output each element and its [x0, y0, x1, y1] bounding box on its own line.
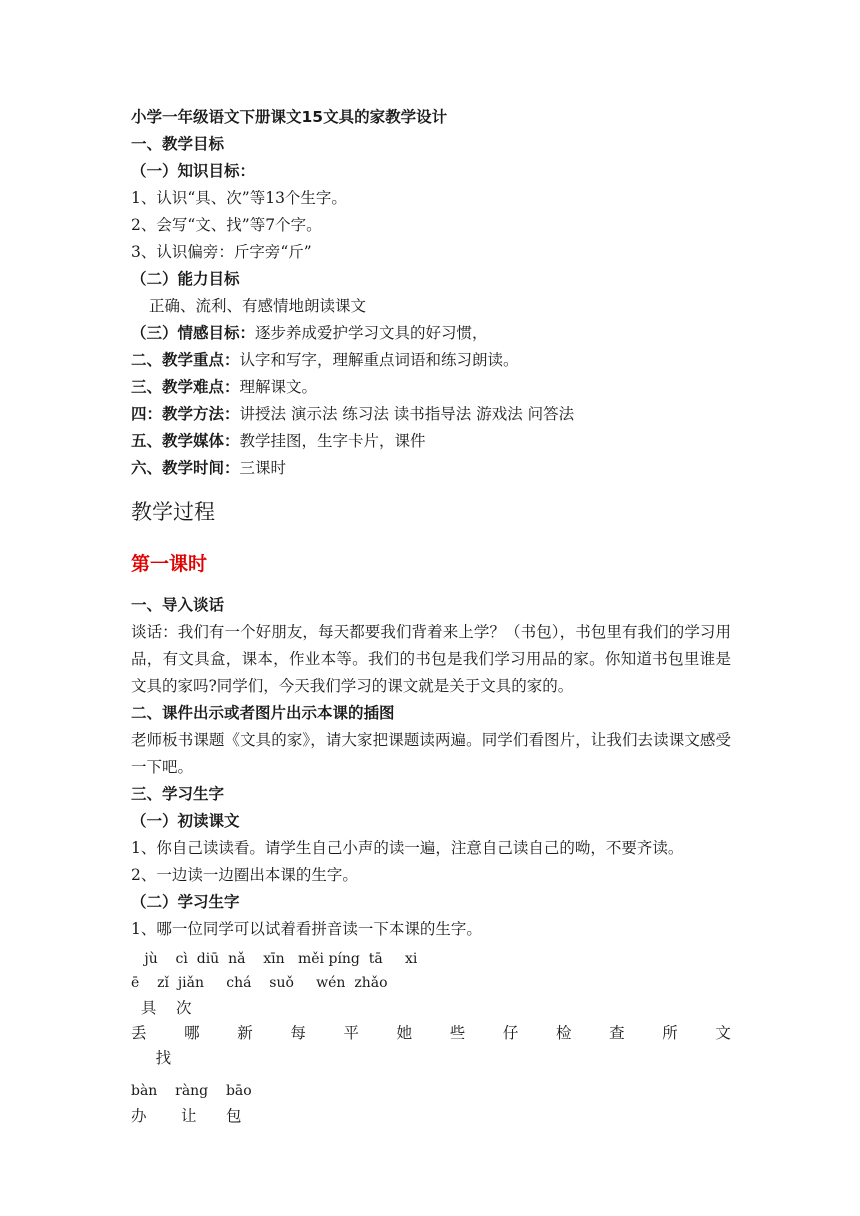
emotion-text: 逐步养成爱护学习文具的好习惯， — [255, 324, 488, 342]
part3-heading: 三、学习生字 — [131, 785, 225, 803]
char: 文 — [715, 1024, 731, 1042]
pinyin-line: jù cì diū nǎ xīn měi píng tā xi — [131, 951, 418, 967]
part2-heading: 二、课件出示或者图片出示本课的插图 — [131, 704, 395, 722]
char: 新 — [237, 1024, 253, 1042]
ability-heading: （二）能力目标 — [131, 270, 240, 288]
key-points-label: 二、教学重点： — [131, 351, 240, 369]
chars-line: 找 — [131, 1049, 172, 1067]
char: 丢 — [131, 1024, 147, 1042]
media-text: 教学挂图，生字卡片，课件 — [239, 432, 426, 450]
media-row — [131, 428, 731, 455]
difficulties-label: 三、教学难点： — [131, 378, 240, 396]
methods-label: 四：教学方法： — [131, 405, 240, 423]
lesson1-heading: 第一课时 — [131, 553, 208, 575]
char: 平 — [343, 1024, 360, 1042]
sub1-item: 2、一边读一边圈出本课的生字。 — [131, 866, 358, 884]
chars-line: 具 次 — [131, 999, 192, 1017]
part2-text: 老师板书课题《文具的家》，请大家把课题读两遍。同学们看图片，让我们去读课文感受一下吧。 — [131, 731, 731, 776]
emotion-heading: （三）情感目标： — [131, 324, 256, 342]
char: 些 — [449, 1024, 466, 1042]
char: 仔 — [502, 1024, 519, 1042]
objectives-heading: 一、教学目标 — [131, 135, 225, 153]
media-label: 五、教学媒体： — [131, 432, 240, 450]
pinyin-line: bàn ràng bāo — [131, 1083, 252, 1099]
knowledge-item: 3、认识偏旁：斤字旁“斤” — [131, 243, 312, 261]
methods-row — [131, 401, 731, 428]
char: 查 — [609, 1024, 625, 1042]
key-points-row — [131, 347, 731, 374]
document-page — [131, 104, 731, 1129]
ability-text: 正确、流利、有感情地朗读课文 — [149, 297, 367, 315]
char: 她 — [396, 1024, 413, 1042]
methods-text: 讲授法 演示法 练习法 读书指导法 游戏法 问答法 — [239, 405, 575, 423]
sub2-heading: （二）学习生字 — [131, 893, 240, 911]
char: 检 — [556, 1024, 572, 1042]
process-heading: 教学过程 — [131, 500, 215, 524]
sub1-item: 1、你自己读读看。请学生自己小声的读一遍，注意自己读自己的呦，不要齐读。 — [131, 839, 684, 857]
chars-line: 办 让 包 — [131, 1107, 242, 1125]
time-row — [131, 455, 731, 482]
difficulties-text: 理解课文。 — [239, 378, 318, 396]
time-label: 六、教学时间： — [131, 459, 240, 477]
knowledge-heading: （一）知识目标： — [131, 162, 256, 180]
part1-text: 谈话：我们有一个好朋友，每天都要我们背着来上学？（书包），书包里有我们的学习用品，有文具盒，课本，作业本等。我们的书包是我们学习用品的家。你知道书包里谁是文具的家吗?同学们，今天我们学习的课文就是关于文具的家的。 — [131, 623, 731, 695]
char: 每 — [290, 1024, 306, 1042]
time-text: 三课时 — [239, 459, 287, 477]
chars-line-spaced — [131, 1021, 731, 1045]
part1-heading: 一、导入谈话 — [131, 596, 225, 614]
sub2-item: 1、哪一位同学可以试着看拼音读一下本课的生字。 — [131, 920, 482, 938]
difficulties-row — [131, 374, 731, 401]
document-title: 小学一年级语文下册课文15文具的家教学设计 — [131, 108, 448, 126]
char: 哪 — [184, 1024, 200, 1042]
sub1-heading: （一）初读课文 — [131, 812, 240, 830]
emotion-row — [131, 320, 731, 347]
char: 所 — [662, 1024, 678, 1042]
knowledge-item: 2、会写“文、找”等7个字。 — [131, 216, 322, 234]
key-points-text: 认字和写字，理解重点词语和练习朗读。 — [239, 351, 519, 369]
knowledge-item: 1、认识“具、次”等13个生字。 — [131, 189, 347, 207]
pinyin-line: ē zǐ jiǎn chá suǒ wén zhǎo — [131, 975, 388, 991]
